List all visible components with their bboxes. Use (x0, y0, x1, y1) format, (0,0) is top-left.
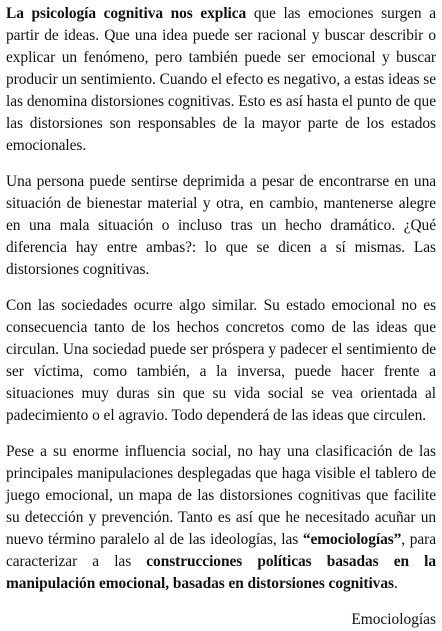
paragraph-text: . (393, 575, 398, 592)
signature: Emociologías (351, 611, 436, 628)
paragraph-text: , para caracterizar a las (6, 531, 436, 570)
paragraph-text: que las emociones surgen a partir de ideas. Que una idea puede ser racional y buscar describir o explicar un fenómeno, pero también puede ser emocional y buscar producir un sentimiento. Cuando el efecto es negativo, a estas ideas se las denomina distorsiones cognitivas. Esto es así hasta el punto de que las distorsiones son responsables de la mayor parte de los estados emocionales. (6, 5, 436, 154)
emphasis-text: “emociologías” (302, 531, 402, 548)
paragraph-1 (6, 3, 436, 157)
emphasis-text: construcciones políticas basadas en la manipulación emocional, basadas en distorsiones cognitivas (6, 553, 436, 592)
emphasis-text: La psicología cognitiva nos explica (6, 5, 247, 22)
paragraph-text: Pese a su enorme influencia social, no hay una clasificación de las principales manipulaciones desplegadas que haga visible el tablero de juego emocional, un mapa de las distorsiones cognitivas que facilite su detección y prevención. Tanto es así que he necesitado acuñar un nuevo término paralelo al de las ideologías, las (6, 443, 436, 548)
paragraph-text: Una persona puede sentirse deprimida a pesar de encontrarse en una situación de bienestar material y otra, en cambio, mantenerse alegre en una mala situación o incluso tras un hecho dramático. ¿Qué diferencia hay entre ambas?: lo que se dicen a sí mismas. Las distorsiones cognitivas. (6, 173, 436, 278)
paragraph-3 (6, 295, 436, 427)
paragraph-4 (6, 441, 436, 595)
paragraph-2 (6, 171, 436, 281)
paragraph-text: Con las sociedades ocurre algo similar. Su estado emocional no es consecuencia tanto de los hechos concretos como de las ideas que circulan. Una sociedad puede ser próspera y padecer el sentimiento de ser víctima, como también, a la inversa, puede hacer frente a situaciones muy duras sin que su vida social se vea orientada al padecimiento o el agravio. Todo dependerá de las ideas que circulen. (6, 297, 436, 424)
article-body (6, 3, 436, 595)
